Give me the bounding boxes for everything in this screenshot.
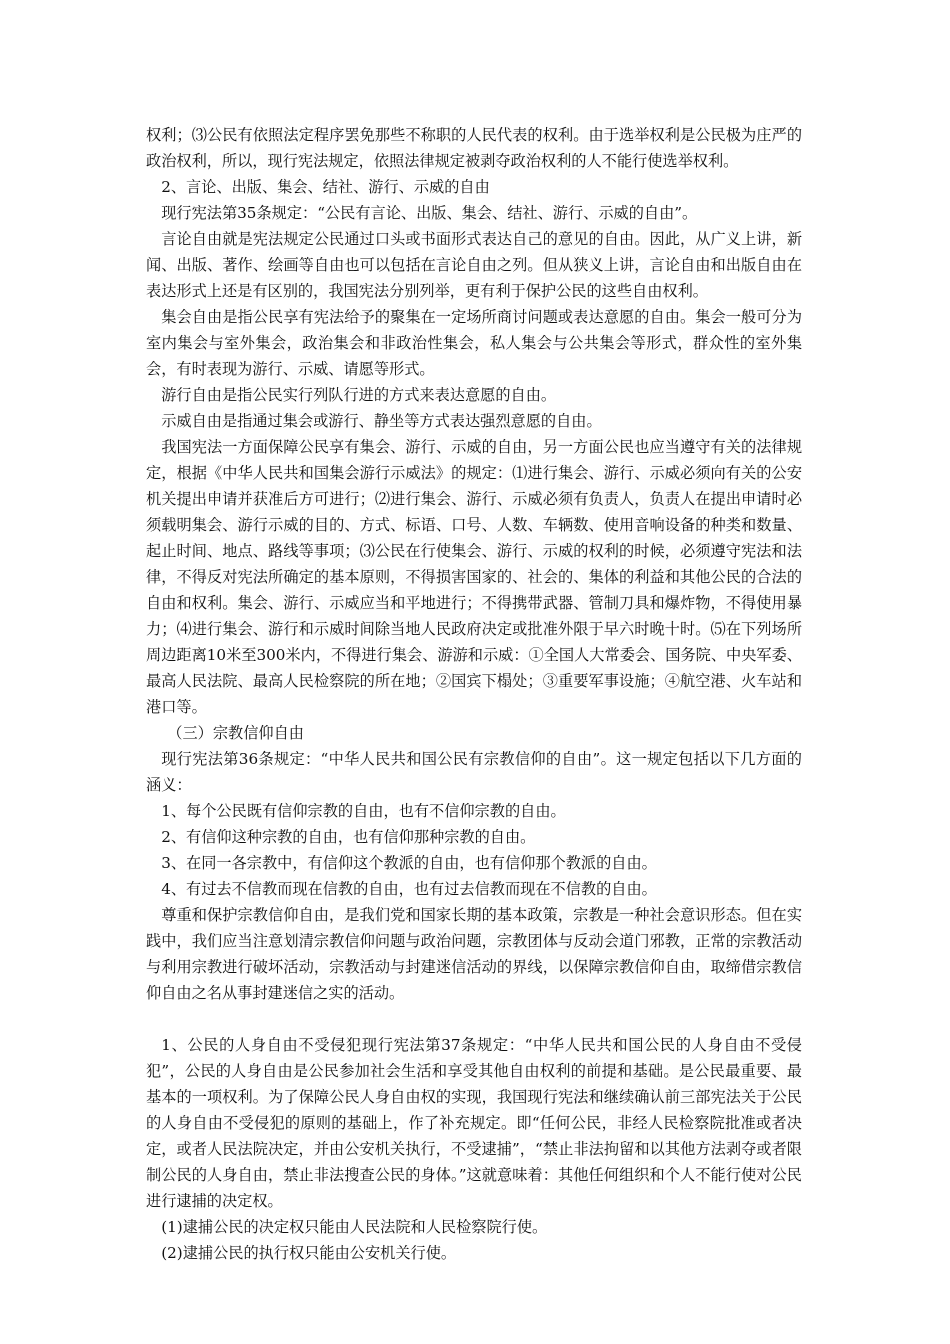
- paragraph-article-36: 现行宪法第36条规定：“中华人民共和国公民有宗教信仰的自由”。这一规定包括以下几方面的涵义：: [146, 750, 802, 794]
- heading-speech-freedom: 2、言论、出版、集会、结社、游行、示威的自由: [161, 178, 490, 196]
- heading-religious-freedom: （三）宗教信仰自由: [167, 724, 304, 742]
- list-item-religion-1: 1、每个公民既有信仰宗教的自由，也有不信仰宗教的自由。: [161, 802, 566, 820]
- paragraph-personal-freedom: 1、公民的人身自由不受侵犯现行宪法第37条规定：“中华人民共和国公民的人身自由不受侵犯”，公民的人身自由是公民参加社会生活和享受其他自由权利的前提和基础。是公民最重要、最基本的一项权利。为了保障公民人身自由权的实现，我国现行宪法和继续确认前三部宪法关于公民的人身自由不受侵犯的原则的基础上，作了补充规定。即“任何公民，非经人民检察院批准或者决定，或者人民法院决定，并由公安机关执行，不受逮捕”，“禁止非法拘留和以其他方法剥夺或者限制公民的人身自由，禁止非法搜查公民的身体。”这就意味着：其他任何组织和个人不能行使对公民进行逮捕的决定权。: [146, 1036, 802, 1210]
- paragraph-parade-freedom: 游行自由是指公民实行列队行进的方式来表达意愿的自由。: [161, 386, 557, 404]
- paragraph-gap: [146, 1006, 802, 1032]
- list-item-religion-3: 3、在同一各宗教中，有信仰这个教派的自由，也有信仰那个教派的自由。: [161, 854, 657, 872]
- paragraph-assembly-law: 我国宪法一方面保障公民享有集会、游行、示威的自由，另一方面公民也应当遵守有关的法律规定，根据《中华人民共和国集会游行示威法》的规定：⑴进行集会、游行、示威必须向有关的公安机关提出申请并获准后方可进行；⑵进行集会、游行、示威必须有负责人，负责人在提出申请时必须载明集会、游行示威的目的、方式、标语、口号、人数、车辆数、使用音响设备的种类和数量、起止时间、地点、路线等事项；⑶公民在行使集会、游行、示威的权利的时候，必须遵守宪法和法律，不得反对宪法所确定的基本原则，不得损害国家的、社会的、集体的利益和其他公民的合法的自由和权利。集会、游行、示威应当和平地进行；不得携带武器、管制刀具和爆炸物，不得使用暴力；⑷进行集会、游行和示威时间除当地人民政府决定或批准外限于早六时晚十时。⑸在下列场所周边距离10米至300米内，不得进行集会、游游和示威：①全国人大常委会、国务院、中央军委、最高人民法院、最高人民检察院的所在地；②国宾下榻处；③重要军事设施；④航空港、火车站和港口等。: [146, 438, 802, 716]
- paragraph-speech-freedom: 言论自由就是宪法规定公民通过口头或书面形式表达自己的意见的自由。因此，从广义上讲，新闻、出版、著作、绘画等自由也可以包括在言论自由之列。但从狭义上讲，言论自由和出版自由在表达形式上还是有区别的，我国宪法分别列举，更有利于保护公民的这些自由权利。: [146, 230, 802, 300]
- paragraph-demonstration-freedom: 示威自由是指通过集会或游行、静坐等方式表达强烈意愿的自由。: [161, 412, 602, 430]
- document-body: [146, 122, 802, 1266]
- list-item-religion-2: 2、有信仰这种宗教的自由，也有信仰那种宗教的自由。: [161, 828, 536, 846]
- paragraph-assembly-freedom: 集会自由是指公民享有宪法给予的聚集在一定场所商讨问题或表达意愿的自由。集会一般可分为室内集会与室外集会，政治集会和非政治性集会，私人集会与公共集会等形式，群众性的室外集会，有时表现为游行、示威、请愿等形式。: [146, 308, 802, 378]
- list-item-arrest-2: (2)逮捕公民的执行权只能由公安机关行使。: [161, 1244, 457, 1262]
- paragraph-article-35: 现行宪法第35条规定：“公民有言论、出版、集会、结社、游行、示威的自由”。: [161, 204, 698, 222]
- paragraph-religious-policy: 尊重和保护宗教信仰自由，是我们党和国家长期的基本政策，宗教是一种社会意识形态。但在实践中，我们应当注意划清宗教信仰问题与政治问题，宗教团体与反动会道门邪教，正常的宗教活动与利用宗教进行破坏活动，宗教活动与封建迷信活动的界线，以保障宗教信仰自由，取缔借宗教信仰自由之名从事封建迷信之实的活动。: [146, 906, 802, 1002]
- list-item-arrest-1: (1)逮捕公民的决定权只能由人民法院和人民检察院行使。: [161, 1218, 548, 1236]
- list-item-religion-4: 4、有过去不信教而现在信教的自由，也有过去信教而现在不信教的自由。: [161, 880, 657, 898]
- paragraph-election-rights: 权利；⑶公民有依照法定程序罢免那些不称职的人民代表的权利。由于选举权利是公民极为庄严的政治权利，所以，现行宪法规定，依照法律规定被剥夺政治权利的人不能行使选举权利。: [146, 126, 802, 170]
